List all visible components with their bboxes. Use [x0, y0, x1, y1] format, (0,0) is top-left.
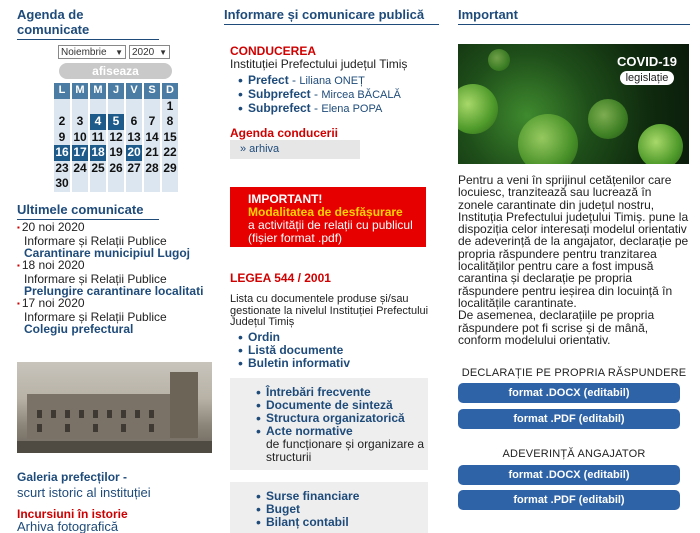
- calendar-empty-cell: [108, 99, 124, 115]
- news-category: Informare și Relații Publice: [24, 310, 167, 324]
- calendar-empty-cell: [72, 176, 88, 192]
- calendar-day[interactable]: 27: [127, 160, 141, 175]
- calendar-day-header: V: [126, 83, 142, 99]
- calendar-day[interactable]: 6: [126, 114, 142, 130]
- calendar-day[interactable]: 22: [163, 145, 177, 159]
- news-title[interactable]: Carantinare municipiul Lugoj: [24, 246, 191, 260]
- covid-title-block: [617, 54, 677, 85]
- institution-name: Instituției Prefectului județul Timiș: [230, 57, 408, 71]
- calendar-empty-cell: [126, 99, 142, 115]
- calendar-day[interactable]: 7: [144, 114, 160, 130]
- calendar-day-header: M: [90, 83, 106, 99]
- calendar-day[interactable]: 2: [54, 114, 70, 130]
- calendar-day[interactable]: 4: [90, 114, 106, 130]
- important-line3: a activității de relații cu publicul: [248, 218, 413, 232]
- info-link-item[interactable]: • Acte normative de funcționare și organizare a structurii: [254, 425, 428, 464]
- news-title[interactable]: Colegiu prefectural: [24, 322, 134, 336]
- calendar-day[interactable]: 21: [145, 145, 159, 159]
- info-link-item[interactable]: • Documente de sinteză: [254, 399, 428, 412]
- declaration-heading: DECLARAȚIE PE PROPRIA RĂSPUNDERE: [461, 367, 687, 379]
- agenda-title: Agenda de comunicate: [17, 7, 159, 40]
- calendar-day[interactable]: 13: [127, 129, 141, 144]
- gallery-sub-link[interactable]: scurt istoric al instituției: [17, 485, 151, 500]
- important-line4: (fișier format .pdf): [248, 231, 343, 245]
- photo-archive-link[interactable]: Arhiva fotografică: [17, 519, 119, 533]
- info-link-item[interactable]: • Întrebări frecvente: [254, 386, 428, 399]
- leader-item[interactable]: • Subprefect - Mircea BĂCALĂ: [236, 88, 401, 102]
- finance-link-item[interactable]: • Bilanț contabil: [254, 516, 428, 529]
- covid-pill: legislație: [620, 71, 675, 85]
- law-link-item[interactable]: • Buletin informativ: [236, 357, 350, 370]
- leaders-list: [236, 74, 401, 116]
- news-date: ▪ 17 noi 2020: [17, 297, 167, 311]
- month-select[interactable]: [58, 45, 126, 59]
- covid-banner-image[interactable]: [458, 44, 689, 164]
- calendar-empty-cell: [72, 99, 88, 115]
- leader-item[interactable]: • Prefect - Liliana ONEȚ: [236, 74, 401, 88]
- calendar-empty-cell: [90, 99, 106, 115]
- law-link-item[interactable]: • Listă documente: [236, 344, 350, 357]
- info-links-box: [230, 378, 428, 470]
- news-item[interactable]: [17, 297, 167, 335]
- calendar-day[interactable]: 26: [109, 160, 123, 175]
- calendar-day[interactable]: 23: [55, 160, 69, 175]
- calendar-day[interactable]: 28: [145, 160, 159, 175]
- covid-body-text: Pentru a veni în sprijinul cetățenilor care locuiesc, tranzitează sau lucrează în zonele carantinate din județul nostru, Instituția Prefectului județului Timiș. pune la dispoziția celor interesați modelul orientativ de adeverință de la angajator, declarație pe propria răspundere pentru tranzitarea localităților pentru care a fost impusă carantina și declarație pe propria răspundere pentru ieșirea din locuință în localitățile carantinate.: [458, 173, 689, 310]
- calendar-day[interactable]: 15: [163, 129, 177, 144]
- news-item[interactable]: [17, 221, 190, 259]
- calendar-empty-cell: [162, 176, 178, 192]
- finance-link-item[interactable]: • Surse financiare: [254, 490, 428, 503]
- calendar-day[interactable]: 16: [55, 145, 69, 159]
- gallery-link[interactable]: Galeria prefecților -: [17, 470, 128, 484]
- archive-link[interactable]: » arhiva: [230, 140, 360, 159]
- law-link-item[interactable]: • Ordin: [236, 331, 350, 344]
- declaration-docx-button[interactable]: format .DOCX (editabil): [458, 383, 680, 403]
- important-line1: IMPORTANT!: [248, 192, 323, 206]
- chevron-down-icon: ▼: [115, 47, 123, 57]
- important-banner[interactable]: [230, 187, 426, 247]
- prefecture-building-photo[interactable]: [17, 362, 212, 453]
- agenda-conducerii-label: Agenda conducerii: [230, 126, 339, 140]
- calendar-day-header: S: [144, 83, 160, 99]
- calendar-day[interactable]: 18: [91, 145, 105, 159]
- calendar-day-header: L: [54, 83, 70, 99]
- calendar-day[interactable]: 17: [73, 145, 87, 159]
- calendar-day[interactable]: 9: [54, 130, 70, 146]
- declaration-pdf-button[interactable]: format .PDF (editabil): [458, 409, 680, 429]
- news-date: ▪ 18 noi 2020: [17, 259, 203, 273]
- history-label: Incursiuni în istorie: [17, 507, 128, 521]
- calendar-day[interactable]: 29: [163, 160, 177, 175]
- calendar-empty-cell: [108, 176, 124, 192]
- month-value: Noiembrie: [61, 46, 107, 58]
- leader-item[interactable]: • Subprefect - Elena POPA: [236, 102, 401, 116]
- calendar-grid: [54, 83, 178, 192]
- calendar-day[interactable]: 24: [73, 160, 87, 175]
- important-line2: Modalitatea de desfășurare: [248, 205, 403, 219]
- calendar-day[interactable]: 19: [109, 145, 123, 159]
- covid-info-text: [458, 174, 690, 346]
- calendar-empty-cell: [126, 176, 142, 192]
- calendar-empty-cell: [54, 99, 70, 115]
- calendar-day[interactable]: 20: [127, 145, 141, 159]
- calendar-day-header: J: [108, 83, 124, 99]
- year-value: 2020: [132, 46, 155, 58]
- certificate-heading: ADEVERINȚĂ ANGAJATOR: [502, 448, 646, 460]
- calendar-day[interactable]: 12: [109, 129, 123, 144]
- calendar-day[interactable]: 25: [91, 160, 105, 175]
- certificate-docx-button[interactable]: format .DOCX (editabil): [458, 465, 680, 485]
- calendar-day[interactable]: 30: [55, 176, 69, 190]
- law-links: [236, 331, 350, 370]
- news-item[interactable]: [17, 259, 203, 297]
- calendar-day[interactable]: 3: [72, 114, 88, 130]
- calendar-empty-cell: [144, 99, 160, 115]
- year-select[interactable]: [129, 45, 170, 59]
- law-text: Lista cu documentele produse și/sau gestionate la nivelul Instituției Prefectului Județul Timiș: [230, 293, 429, 328]
- acte-desc: de funcționare și organizare a structurii: [266, 437, 425, 464]
- news-category: Informare și Relații Publice: [24, 234, 167, 248]
- calendar-day-header: M: [72, 83, 88, 99]
- calendar-selectors: [58, 45, 170, 59]
- calendar-day[interactable]: 5: [108, 114, 124, 130]
- info-link-item[interactable]: • Structura organizatorică: [254, 412, 428, 425]
- covid-title: COVID-19: [617, 54, 677, 69]
- leadership-label: CONDUCEREA: [230, 44, 317, 58]
- important-title: Important: [458, 7, 690, 25]
- calendar-empty-cell: [90, 176, 106, 192]
- calendar-empty-cell: [144, 176, 160, 192]
- info-title: Informare și comunicare publică: [224, 7, 439, 25]
- show-button[interactable]: afiseaza: [59, 63, 172, 79]
- calendar-day[interactable]: 11: [91, 129, 105, 144]
- news-category: Informare și Relații Publice: [24, 272, 167, 286]
- covid-body-text2: De asemenea, declarațiile pe propria răspundere pot fi scrise și de mână, conform modelului orientativ.: [458, 308, 655, 347]
- law-title: LEGEA 544 / 2001: [230, 271, 331, 285]
- finance-link-item[interactable]: • Buget: [254, 503, 428, 516]
- calendar-day[interactable]: 1: [162, 99, 178, 115]
- news-date: ▪ 20 noi 2020: [17, 221, 190, 235]
- latest-title: Ultimele comunicate: [17, 202, 159, 220]
- calendar-day-header: D: [162, 83, 178, 99]
- certificate-pdf-button[interactable]: format .PDF (editabil): [458, 490, 680, 510]
- calendar-day[interactable]: 8: [162, 114, 178, 130]
- chevron-down-icon: ▼: [159, 47, 167, 57]
- news-title[interactable]: Prelungire carantinare localitati: [24, 284, 204, 298]
- calendar-day[interactable]: 14: [145, 129, 159, 144]
- calendar-day[interactable]: 10: [73, 129, 87, 144]
- finance-links-box: [230, 482, 428, 533]
